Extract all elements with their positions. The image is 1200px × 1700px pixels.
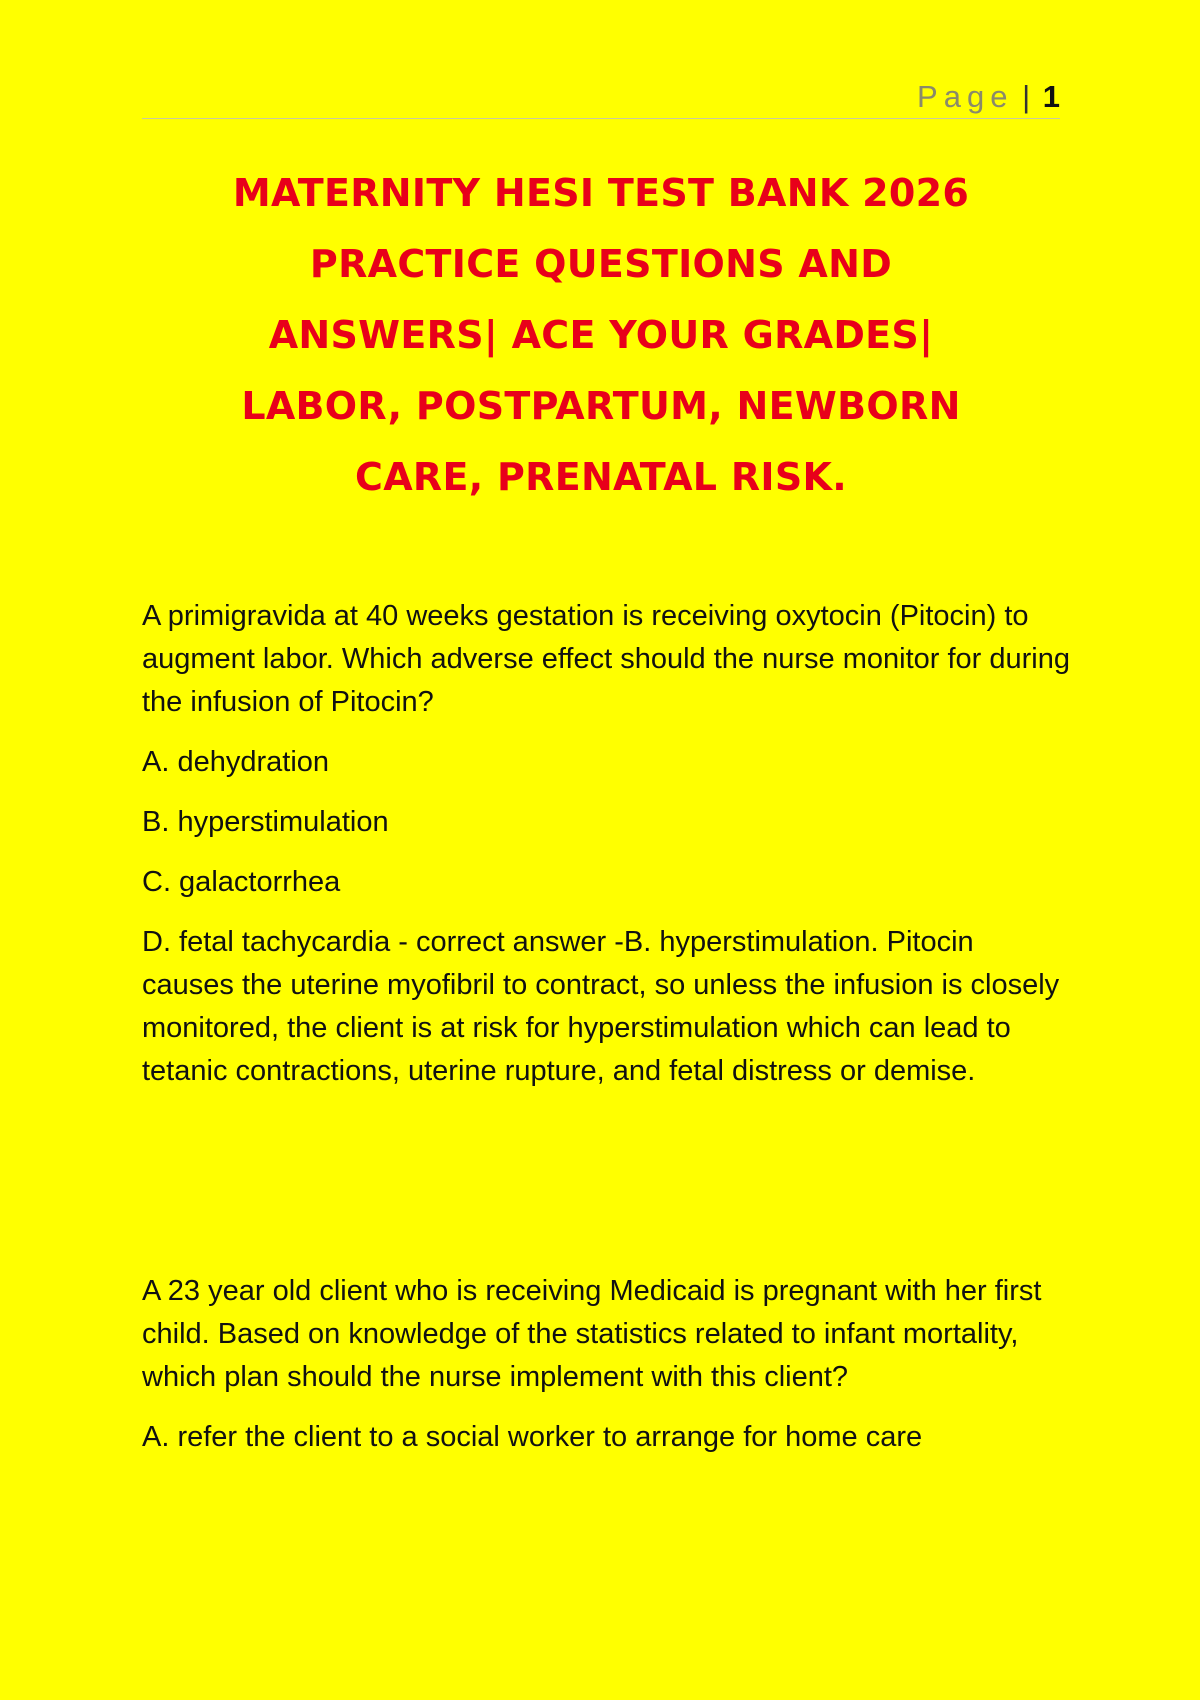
page-separator: | (1022, 79, 1031, 114)
question-block (142, 1270, 1072, 1459)
answer-option-with-rationale: D. fetal tachycardia - correct answer -B. hyperstimulation. Pitocin causes the uterine myofibril to contract, so unless the infusion is closely monitored, the client is at risk for hyperstimulation which can lead to tetanic contractions, uterine rupture, and fetal distress or demise. (142, 926, 1060, 1087)
answer-option: C. galactorrhea (142, 866, 341, 898)
page-number: 1 (1042, 79, 1060, 114)
question-block (142, 595, 1072, 1093)
question-stem: A primigravida at 40 weeks gestation is receiving oxytocin (Pitocin) to augment labor. Which adverse effect should the nurse monitor for during the infusion of Pitocin? (142, 600, 1070, 718)
page-label: Page (917, 79, 1014, 114)
answer-option: A. refer the client to a social worker to arrange for home care (142, 1421, 923, 1453)
answer-option: A. dehydration (142, 746, 330, 778)
title-line: PRACTICE QUESTIONS AND (309, 242, 893, 286)
page-header (142, 76, 1060, 119)
title-line: MATERNITY HESI TEST BANK 2026 (232, 171, 970, 215)
title-line: CARE, PRENATAL RISK. (355, 455, 847, 499)
question-stem: A 23 year old client who is receiving Medicaid is pregnant with her first child. Based on knowledge of the statistics related to infant mortality, which plan should the nurse implement with this client? (142, 1275, 1042, 1393)
title-line: ANSWERS| ACE YOUR GRADES| (268, 313, 934, 357)
answer-option: B. hyperstimulation (142, 806, 389, 838)
title-line: LABOR, POSTPARTUM, NEWBORN (241, 384, 961, 428)
document-title (142, 158, 1060, 513)
